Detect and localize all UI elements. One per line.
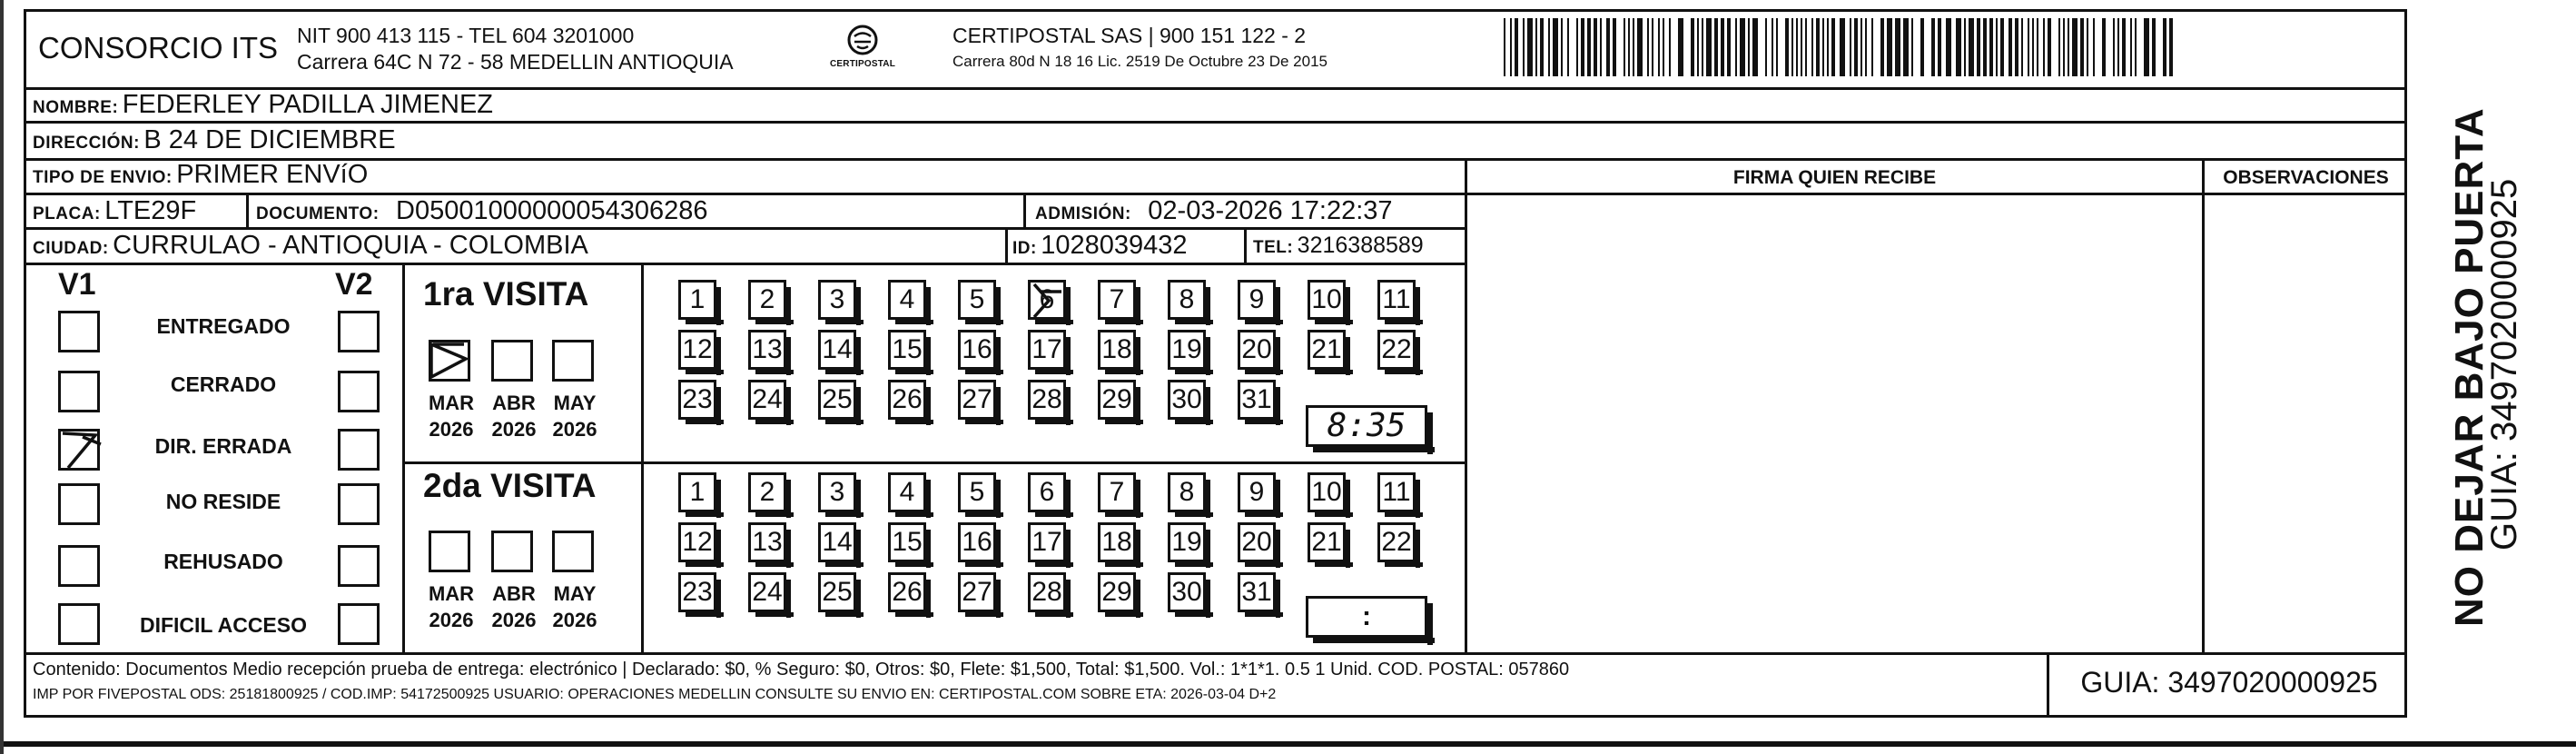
day-box[interactable] (818, 572, 856, 612)
rule (24, 121, 2407, 124)
company-name: CONSORCIO ITS (38, 31, 279, 64)
day-number: 4 (899, 477, 915, 507)
day-number: 9 (1249, 284, 1265, 314)
day-box[interactable] (748, 330, 786, 370)
footer-guia: GUIA: 3497020000925 (2080, 666, 2378, 699)
day-box[interactable] (1308, 280, 1346, 320)
day-number: 16 (962, 527, 992, 557)
day-number: 11 (1382, 477, 1411, 507)
status-label: CERRADO (170, 372, 277, 396)
day-box[interactable] (888, 330, 926, 370)
day-box[interactable] (1098, 330, 1136, 370)
day-number: 14 (822, 527, 853, 557)
day-number: 12 (682, 334, 713, 364)
rule (2202, 193, 2407, 195)
day-number: 13 (752, 334, 783, 364)
day-number: 24 (752, 384, 783, 414)
day-number: 10 (1311, 284, 1342, 314)
v1-checkbox[interactable] (58, 603, 100, 645)
admision-row (1035, 196, 1393, 226)
day-box[interactable] (958, 572, 996, 612)
day-box[interactable] (1168, 572, 1206, 612)
day-number: 2 (759, 477, 775, 507)
side-warning: NO DEJAR BAJO PUERTA (2447, 107, 2492, 627)
day-number: 4 (899, 284, 915, 314)
month-checkbox[interactable] (429, 340, 470, 382)
day-box[interactable] (958, 472, 996, 512)
second-visit-time-box[interactable] (1306, 596, 1427, 638)
day-box[interactable] (748, 522, 786, 562)
day-box[interactable] (958, 330, 996, 370)
day-number: 1 (689, 284, 706, 314)
day-box[interactable] (818, 380, 856, 420)
rule (1465, 158, 1467, 652)
placa-value: LTE29F (104, 196, 197, 225)
day-number: 6 (1039, 477, 1055, 507)
day-box[interactable] (1238, 280, 1276, 320)
day-box[interactable] (1028, 280, 1066, 320)
day-number: 28 (1031, 384, 1062, 414)
month-label: MAY 2026 (552, 392, 597, 441)
tel-row (1253, 233, 1424, 259)
tel-label: TEL: (1253, 238, 1294, 257)
imp-line: IMP POR FIVEPOSTAL ODS: 25181800925 / COD.IMP: 54172500925 USUARIO: OPERACIONES MEDELLIN CONSULTE SU ENVIO EN: CERTIPOSTAL.COM SOBRE ETA: 2026-03-04 D+2 (33, 687, 1277, 702)
day-box[interactable] (1168, 522, 1206, 562)
v2-checkbox[interactable] (338, 545, 380, 587)
day-box[interactable] (1238, 380, 1276, 420)
side-guia: GUIA: 3497020000925 (2484, 178, 2524, 551)
id-label: ID: (1012, 239, 1037, 258)
month-label: ABR 2026 (491, 392, 537, 441)
v1-label: V1 (58, 267, 96, 302)
nombre-value: FEDERLEY PADILLA JIMENEZ (122, 90, 494, 119)
placa-label: PLACA: (33, 204, 101, 223)
day-number: 23 (682, 384, 713, 414)
day-box[interactable] (1028, 330, 1066, 370)
month-checkbox[interactable] (429, 531, 470, 572)
tel-value: 3216388589 (1297, 233, 1424, 258)
day-number: 28 (1031, 577, 1062, 607)
day-box[interactable] (888, 280, 926, 320)
documento-label: DOCUMENTO: (256, 204, 380, 223)
rule (24, 227, 1467, 230)
day-box[interactable] (818, 472, 856, 512)
day-box[interactable] (888, 572, 926, 612)
day-number: 31 (1241, 577, 1272, 607)
month-checkbox[interactable] (491, 340, 533, 382)
day-number: 21 (1311, 527, 1342, 557)
v1-checkbox[interactable] (58, 311, 100, 352)
id-row (1012, 231, 1188, 261)
v2-checkbox[interactable] (338, 311, 380, 352)
day-number: 11 (1382, 284, 1411, 314)
left-page-edge (0, 0, 4, 754)
rule (641, 263, 644, 652)
day-number: 3 (829, 477, 845, 507)
rule (2202, 158, 2205, 652)
second-visit-time: : (1362, 601, 1371, 631)
company-address: Carrera 64C N 72 - 58 MEDELLIN ANTIOQUIA (297, 50, 734, 74)
day-number: 13 (752, 527, 783, 557)
rule (1005, 227, 1008, 263)
day-box[interactable] (748, 572, 786, 612)
day-box[interactable] (1238, 572, 1276, 612)
tipo-value: PRIMER ENVíO (176, 160, 369, 189)
observaciones-header: OBSERVACIONES (2223, 167, 2389, 188)
day-number: 6 (1039, 284, 1055, 314)
v2-checkbox[interactable] (338, 483, 380, 525)
v1-checkbox[interactable] (58, 371, 100, 412)
day-box[interactable] (678, 330, 716, 370)
tipo-row (33, 160, 368, 190)
day-box[interactable] (1377, 522, 1416, 562)
day-box[interactable] (958, 280, 996, 320)
day-box[interactable] (678, 280, 716, 320)
day-number: 30 (1171, 384, 1202, 414)
day-box[interactable] (1168, 330, 1206, 370)
day-box[interactable] (818, 280, 856, 320)
day-box[interactable] (818, 330, 856, 370)
documento-value: D05001000000054306286 (396, 196, 708, 225)
second-visit-title: 2da VISITA (423, 467, 597, 504)
month-label: ABR 2026 (491, 582, 537, 631)
company-nit: NIT 900 413 115 - TEL 604 3201000 (297, 24, 635, 47)
carrier-name: CERTIPOSTAL SAS | 900 151 122 - 2 (952, 24, 1307, 47)
day-box[interactable] (678, 572, 716, 612)
day-number: 25 (822, 577, 853, 607)
barcode (1504, 18, 2180, 76)
day-box[interactable] (1098, 280, 1136, 320)
day-number: 17 (1031, 527, 1062, 557)
rule (402, 263, 405, 652)
first-visit-title: 1ra VISITA (423, 275, 589, 313)
day-box[interactable] (1098, 472, 1136, 512)
day-box[interactable] (1028, 380, 1066, 420)
day-number: 24 (752, 577, 783, 607)
day-box[interactable] (678, 522, 716, 562)
day-number: 27 (962, 577, 992, 607)
day-number: 27 (962, 384, 992, 414)
rule (1023, 193, 1026, 227)
day-number: 25 (822, 384, 853, 414)
day-number: 23 (682, 577, 713, 607)
day-box[interactable] (1028, 522, 1066, 562)
day-box[interactable] (678, 380, 716, 420)
v2-checkbox[interactable] (338, 429, 380, 471)
direccion-value: B 24 DE DICIEMBRE (143, 125, 396, 154)
day-box[interactable] (1377, 472, 1416, 512)
day-number: 29 (1101, 384, 1132, 414)
direccion-row (33, 125, 396, 155)
day-number: 7 (1109, 477, 1125, 507)
day-number: 26 (892, 384, 923, 414)
day-box[interactable] (958, 380, 996, 420)
direccion-label: DIRECCIÓN: (33, 134, 140, 153)
day-number: 12 (682, 527, 713, 557)
documento-row (256, 196, 708, 226)
day-box[interactable] (1377, 280, 1416, 320)
month-label: MAR 2026 (428, 392, 475, 441)
day-number: 15 (892, 334, 923, 364)
day-number: 20 (1241, 334, 1272, 364)
day-number: 20 (1241, 527, 1272, 557)
v1-checkbox[interactable] (58, 483, 100, 525)
rule (2047, 652, 2049, 718)
rule (1244, 227, 1247, 263)
month-label: MAR 2026 (428, 582, 475, 631)
ciudad-label: CIUDAD: (33, 239, 109, 258)
day-number: 16 (962, 334, 992, 364)
day-number: 3 (829, 284, 845, 314)
day-number: 22 (1381, 334, 1412, 364)
admision-value: 02-03-2026 17:22:37 (1148, 196, 1393, 225)
day-number: 31 (1241, 384, 1272, 414)
day-number: 29 (1101, 577, 1132, 607)
day-box[interactable] (888, 380, 926, 420)
day-box[interactable] (1238, 330, 1276, 370)
day-box[interactable] (1098, 380, 1136, 420)
v2-label: V2 (335, 267, 373, 302)
nombre-label: NOMBRE: (33, 98, 119, 117)
bottom-page-edge (0, 741, 2576, 747)
month-checkbox[interactable] (552, 531, 594, 572)
day-number: 19 (1171, 334, 1202, 364)
day-number: 14 (822, 334, 853, 364)
day-number: 5 (969, 284, 985, 314)
month-checkbox[interactable] (491, 531, 533, 572)
contenido-line: Contenido: Documentos Medio recepción prueba de entrega: electrónico | Declarado: $0, % Seguro: $0, Otros: $0, Flete: $1,500, Total: $1,500. Vol.: 1*1*1. 0.5 1 Unid. COD. POSTAL: 057860 (33, 660, 1570, 680)
placa-row (33, 196, 196, 226)
status-label: REHUSADO (163, 550, 283, 573)
day-box[interactable] (1098, 522, 1136, 562)
day-box[interactable] (1168, 472, 1206, 512)
status-label: DIR. ERRADA (154, 434, 292, 458)
v1-checkbox[interactable] (58, 545, 100, 587)
rule (24, 193, 2407, 195)
day-box[interactable] (748, 472, 786, 512)
month-checkbox[interactable] (552, 340, 594, 382)
day-number: 2 (759, 284, 775, 314)
first-visit-time: 8:35 (1327, 407, 1406, 444)
nombre-row (33, 90, 493, 120)
day-box[interactable] (1098, 572, 1136, 612)
tipo-label: TIPO DE ENVIO: (33, 168, 173, 187)
ciudad-value: CURRULAO - ANTIOQUIA - COLOMBIA (113, 231, 588, 260)
day-box[interactable] (1028, 572, 1066, 612)
month-label: MAY 2026 (552, 582, 597, 631)
day-box[interactable] (818, 522, 856, 562)
day-box[interactable] (1028, 472, 1066, 512)
status-label: NO RESIDE (165, 490, 281, 513)
rule (24, 263, 1467, 265)
day-number: 21 (1311, 334, 1342, 364)
v2-checkbox[interactable] (338, 603, 380, 645)
day-box[interactable] (958, 522, 996, 562)
rule (246, 193, 249, 227)
day-box[interactable] (1238, 522, 1276, 562)
certipostal-logo: CERTIPOSTAL (817, 22, 908, 73)
day-box[interactable] (1308, 472, 1346, 512)
day-number: 18 (1101, 334, 1132, 364)
day-box[interactable] (1168, 380, 1206, 420)
day-box[interactable] (1308, 330, 1346, 370)
day-number: 8 (1179, 477, 1195, 507)
day-number: 1 (689, 477, 706, 507)
day-box[interactable] (1308, 522, 1346, 562)
rule (402, 461, 1467, 464)
day-number: 26 (892, 577, 923, 607)
v1-checkbox[interactable] (58, 429, 100, 471)
id-value: 1028039432 (1041, 231, 1188, 260)
carrier-address: Carrera 80d N 18 16 Lic. 2519 De Octubre 23 De 2015 (952, 53, 1327, 70)
day-number: 22 (1381, 527, 1412, 557)
day-number: 10 (1311, 477, 1342, 507)
status-label: ENTREGADO (156, 314, 291, 338)
ciudad-row (33, 231, 588, 261)
first-visit-time-box[interactable] (1306, 405, 1427, 447)
day-box[interactable] (1238, 472, 1276, 512)
day-box[interactable] (748, 380, 786, 420)
day-number: 5 (969, 477, 985, 507)
day-number: 8 (1179, 284, 1195, 314)
day-box[interactable] (888, 522, 926, 562)
day-number: 17 (1031, 334, 1062, 364)
status-label: DIFICIL ACCESO (139, 613, 307, 637)
rule (24, 652, 2407, 655)
v2-checkbox[interactable] (338, 371, 380, 412)
day-number: 15 (892, 527, 923, 557)
day-box[interactable] (1168, 280, 1206, 320)
day-box[interactable] (678, 472, 716, 512)
rule (24, 158, 2407, 161)
admision-label: ADMISIÓN: (1035, 204, 1131, 223)
day-number: 19 (1171, 527, 1202, 557)
day-number: 18 (1101, 527, 1132, 557)
day-number: 9 (1249, 477, 1265, 507)
day-box[interactable] (1377, 330, 1416, 370)
day-box[interactable] (748, 280, 786, 320)
day-box[interactable] (888, 472, 926, 512)
firma-header: FIRMA QUIEN RECIBE (1732, 167, 1937, 188)
day-number: 30 (1171, 577, 1202, 607)
day-number: 7 (1109, 284, 1125, 314)
